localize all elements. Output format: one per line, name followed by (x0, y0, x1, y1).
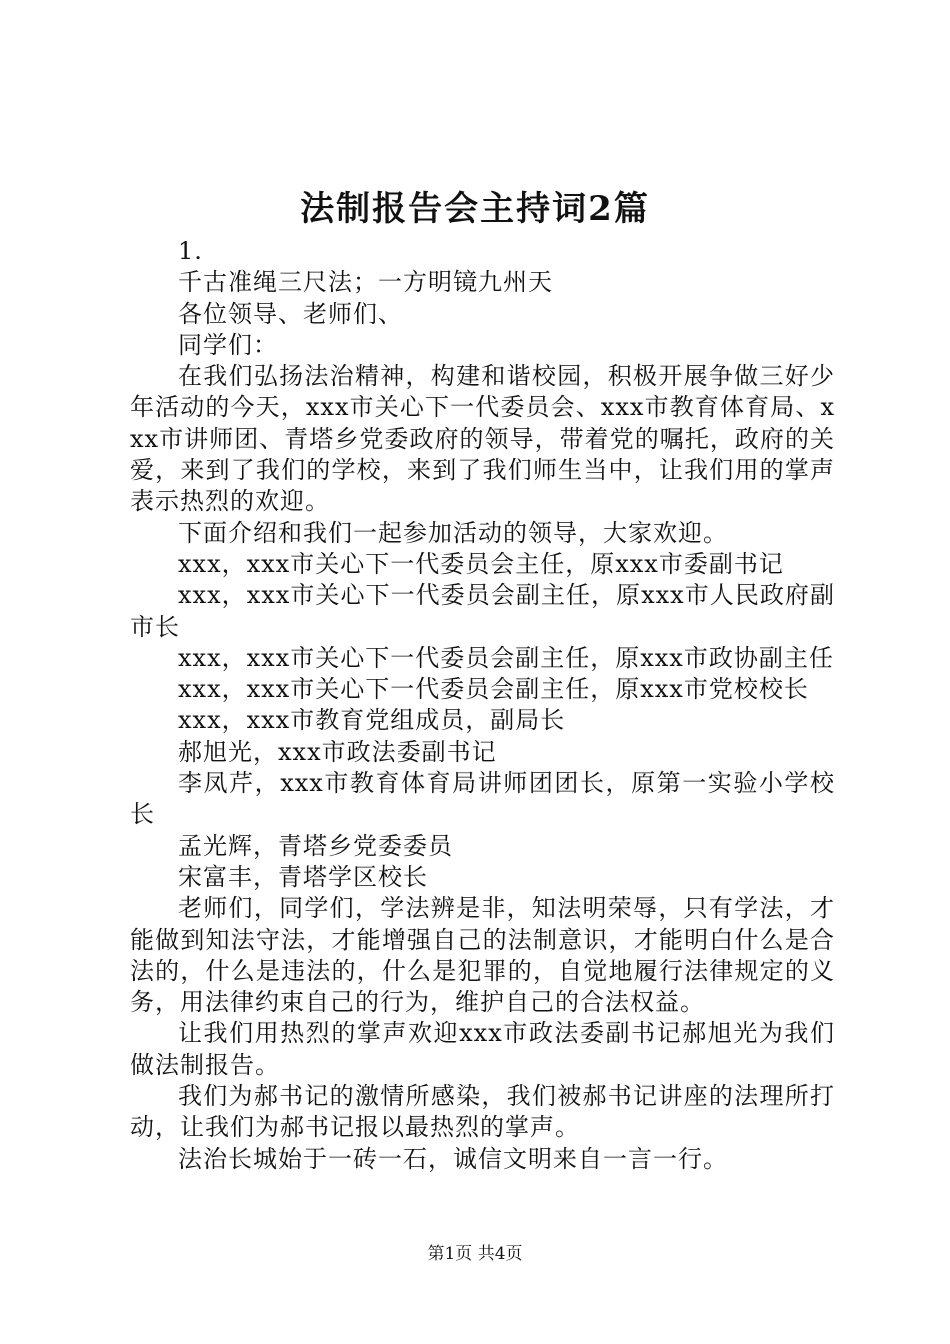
paragraph-greeting-students: 同学们： (178, 330, 278, 359)
paragraph-guest: xxx，xxx市关心下一代委员会副主任，原xxx市政协副主任 (178, 643, 834, 672)
document-body (130, 236, 835, 1175)
paragraph-couplet: 千古准绳三尺法；一方明镜九州天 (178, 268, 553, 297)
paragraph-number: 1. (178, 237, 203, 265)
paragraph-invite-speaker: 让我们用热烈的掌声欢迎xxx市政法委副书记郝旭光为我们做法制报告。 (130, 1019, 835, 1079)
paragraph-guest: 郝旭光，xxx市政法委副书记 (178, 737, 497, 766)
paragraph-welcome: 在我们弘扬法治精神，构建和谐校园，积极开展争做三好少年活动的今天，xxx市关心下一代委员会、xxx市教育体育局、xxx市讲师团、青塔乡党委政府的领导，带着党的嘱托，政府的关爱，来到了我们的学校，来到了我们师生当中，让我们用的掌声表示热烈的欢迎。 (130, 362, 835, 516)
paragraph-guest: xxx，xxx市关心下一代委员会副主任，原xxx市人民政府副市长 (130, 581, 835, 641)
paragraph-law-education: 老师们，同学们，学法辨是非，知法明荣辱，只有学法，才能做到知法守法，才能增强自己的法制意识，才能明白什么是合法的，什么是违法的，什么是犯罪的，自觉地履行法律规定的义务，用法律约束自己的行为，维护自己的合法权益。 (130, 894, 835, 1017)
paragraph-guest: xxx，xxx市教育党组成员，副局长 (178, 706, 566, 735)
document-title: 法制报告会主持词2篇 (300, 189, 650, 229)
paragraph-greeting-leaders: 各位领导、老师们、 (178, 299, 403, 328)
paragraph-introduction: 下面介绍和我们一起参加活动的领导，大家欢迎。 (178, 518, 728, 547)
paragraph-thanks-speaker: 我们为郝书记的激情所感染，我们被郝书记讲座的法理所打动，让我们为郝书记报以最热烈的掌声。 (130, 1082, 835, 1142)
paragraph-guest: xxx，xxx市关心下一代委员会副主任，原xxx市党校校长 (178, 675, 809, 704)
paragraph-guest: 宋富丰，青塔学区校长 (178, 862, 428, 891)
paragraph-guest: xxx，xxx市关心下一代委员会主任，原xxx市委副书记 (178, 549, 784, 578)
page-footer: 第1页 共4页 (427, 1244, 523, 1264)
paragraph-guest: 孟光辉，青塔乡党委委员 (178, 831, 453, 860)
paragraph-closing: 法治长城始于一砖一石，诚信文明来自一言一行。 (178, 1144, 728, 1173)
paragraph-guest: 李凤芹，xxx市教育体育局讲师团团长，原第一实验小学校长 (130, 769, 835, 829)
